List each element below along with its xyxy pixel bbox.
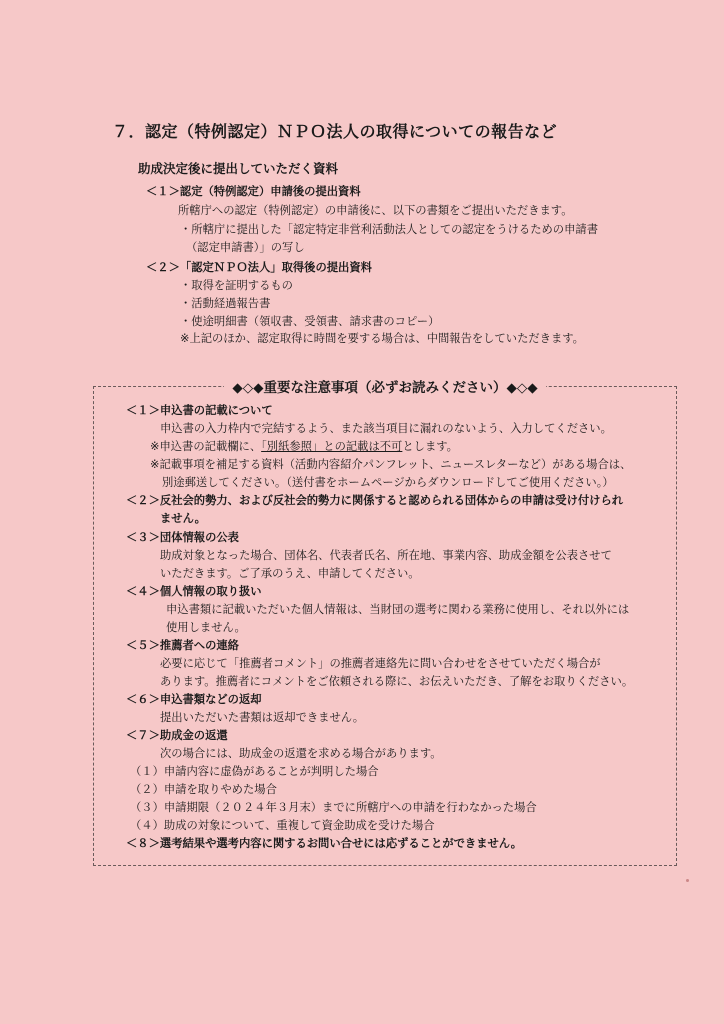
notice-1-line-2c: とします。 [402,440,458,453]
notice-1-line-1: 申込書の入力枠内で完結するよう、また該当項目に漏れのないよう、入力してください。 [160,422,612,435]
notice-header-text: ◆◇◆重要な注意事項（必ずお読みください）◆◇◆ [224,380,545,396]
notice-4-line-1: 申込書類に記載いただいた個人情報は、当財団の選考に関わる業務に使用し、それ以外には [166,603,630,616]
section-subtitle: 助成決定後に提出していただく資料 [138,161,339,176]
notice-5-heading: ＜５＞推薦者への連絡 [126,639,239,652]
item-1-line-2: ・所轄庁に提出した「認定特定非営利活動法人としての認定をうけるための申請書 [180,223,598,236]
notice-4-heading: ＜４＞個人情報の取り扱い [126,585,262,598]
notice-7-case-2: （２）申請を取りやめた場合 [130,783,277,796]
notice-2-heading-2: ません。 [160,512,206,525]
item-2-line-1: ・取得を証明するもの [180,279,293,292]
notice-7-case-1: （１）申請内容に虚偽があることが判明した場合 [130,765,379,778]
item-2-heading: ＜２＞「認定ＮＰＯ法人」取得後の提出資料 [146,261,372,274]
scan-speck [686,879,689,882]
notice-1-line-2a: ※申込書の記載欄に、 [150,440,262,453]
notice-6-heading: ＜６＞申込書類などの返却 [126,693,262,706]
item-2-line-4: ※上記のほか、認定取得に時間を要する場合は、中間報告をしていただきます。 [180,332,584,345]
notice-1-heading: ＜１＞申込書の記載について [126,404,273,417]
notice-7-case-3: （３）申請期限（２０２４年３月末）までに所轄庁への申請を行わなかった場合 [130,801,537,814]
item-2-line-2: ・活動経過報告書 [180,297,271,310]
notice-1-line-3: ※記載事項を補足する資料（活動内容紹介パンフレット、ニュースレターなど）がある場合は、 [150,458,632,471]
section-title: ７．認定（特例認定）ＮＰＯ法人の取得についての報告など [112,122,558,141]
notice-1-line-4: 別途郵送してください。（送付書をホームページからダウンロードしてご使用ください。） [162,476,614,489]
notice-7-line-1: 次の場合には、助成金の返還を求める場合があります。 [160,747,442,760]
notice-7-heading: ＜７＞助成金の返還 [126,729,228,742]
notice-3-line-2: いただきます。ご了承のうえ、申請してください。 [160,567,420,580]
item-1-heading: ＜１＞認定（特例認定）申請後の提出資料 [146,185,361,198]
item-1-line-1: 所轄庁への認定（特例認定）の申請後に、以下の書類をご提出いただきます。 [178,204,573,217]
notice-1-underlined: 「別紙参照」との記載は不可 [261,440,403,453]
item-1-line-3: （認定申請書）」の写し [186,241,305,254]
notice-4-line-2: 使用しません。 [166,621,246,634]
notice-5-line-1: 必要に応じて「推薦者コメント」の推薦者連絡先に問い合わせをさせていただく場合が [160,657,601,670]
notice-3-heading: ＜３＞団体情報の公表 [126,531,239,544]
notice-3-line-1: 助成対象となった場合、団体名、代表者氏名、所在地、事業内容、助成金額を公表させて [160,549,612,562]
notice-1-line-2 [150,439,458,454]
notice-7-case-4: （４）助成の対象について、重複して資金助成を受けた場合 [130,819,435,832]
item-2-line-3: ・使途明細書（領収書、受領書、請求書のコピー） [180,315,440,328]
notice-5-line-2: あります。推薦者にコメントをご依頼される際に、お伝えいただき、了解をお取りください。 [160,675,634,688]
notice-8-heading: ＜８＞選考結果や選考内容に関するお問い合せには応ずることができません。 [126,837,523,850]
notice-2-heading-1: ＜２＞反社会的勢力、および反社会的勢力に関係すると認められる団体からの申請は受け付けられ [126,494,624,507]
notice-header [94,376,676,396]
notice-6-line-1: 提出いただいた書類は返却できません。 [160,711,365,724]
